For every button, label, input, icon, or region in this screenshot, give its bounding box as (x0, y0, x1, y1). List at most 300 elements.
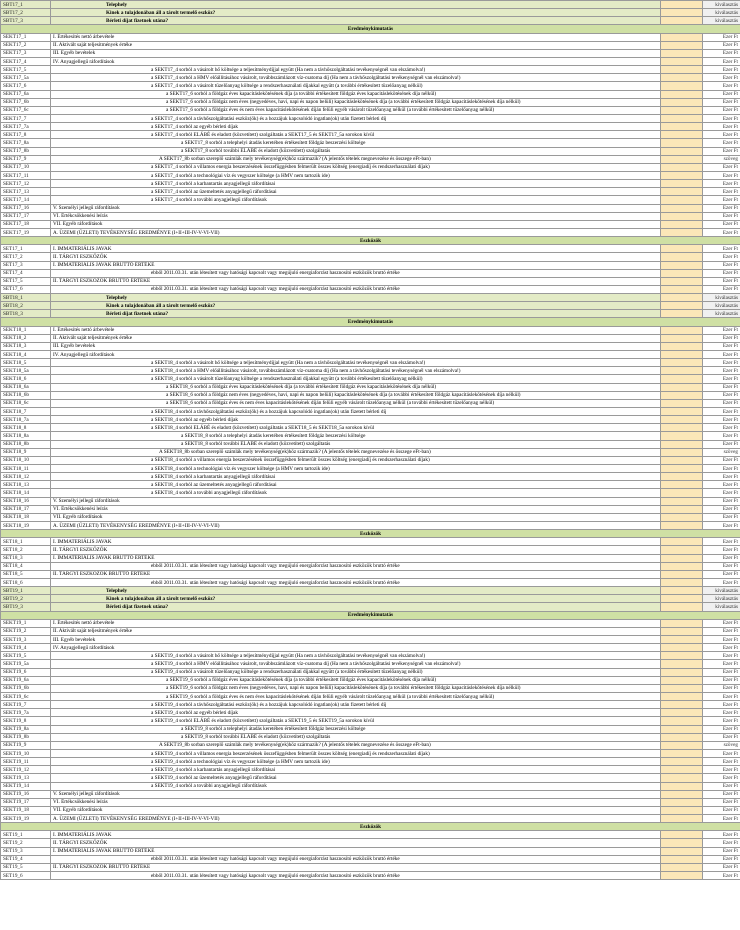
table-row (1, 261, 740, 269)
value-input[interactable] (661, 294, 703, 302)
row-code: SET18_3 (1, 554, 51, 562)
table-row (1, 155, 740, 163)
row-description: Kinek a tulajdonában áll a tárolt termelő eszköz? (51, 9, 661, 17)
value-input[interactable] (661, 855, 703, 863)
value-input[interactable] (661, 660, 703, 668)
table-row (1, 74, 740, 82)
row-unit: Ezer Ft (703, 465, 740, 473)
row-unit: Ezer Ft (703, 749, 740, 757)
row-code: SEKT18_16 (1, 497, 51, 505)
row-unit: Ezer Ft (703, 351, 740, 359)
value-input[interactable] (661, 253, 703, 261)
row-unit: Ezer Ft (703, 546, 740, 554)
row-code: SET18_4 (1, 562, 51, 570)
row-description: IV. Anyagjellegű ráfordítások (51, 644, 661, 652)
table-row (1, 285, 740, 293)
row-unit: Ezer Ft (703, 806, 740, 814)
value-input[interactable] (661, 448, 703, 456)
row-unit: Ezer Ft (703, 188, 740, 196)
value-input[interactable] (661, 351, 703, 359)
table-row (1, 497, 740, 505)
value-input[interactable] (661, 766, 703, 774)
table-row (1, 481, 740, 489)
row-description: a SEKT18_6 sorból a földgáz éves kapacitáslekötésének díja (a további értékesített földgáz éves kapacitáslekötésének díja nélkül) (51, 383, 661, 391)
value-input[interactable] (661, 66, 703, 74)
value-input[interactable] (661, 399, 703, 407)
value-input[interactable] (661, 701, 703, 709)
row-code: SET17_5 (1, 277, 51, 285)
value-input[interactable] (661, 114, 703, 122)
row-unit: Ezer Ft (703, 766, 740, 774)
value-input[interactable] (661, 489, 703, 497)
value-input[interactable] (661, 375, 703, 383)
value-input[interactable] (661, 163, 703, 171)
row-unit: Ezer Ft (703, 652, 740, 660)
table-row (1, 188, 740, 196)
value-input[interactable] (661, 220, 703, 228)
row-code: SBT19_3 (1, 603, 51, 611)
row-unit: kiválasztás (703, 9, 740, 17)
value-input[interactable] (661, 749, 703, 757)
row-unit: Ezer Ft (703, 619, 740, 627)
row-unit: Ezer Ft (703, 375, 740, 383)
row-description: IV. Anyagjellegű ráfordítások (51, 351, 661, 359)
row-unit: Ezer Ft (703, 212, 740, 220)
row-code: SEKT17_6b (1, 98, 51, 106)
table-row (1, 123, 740, 131)
row-description: V. Személyi jellegű ráfordítások (51, 497, 661, 505)
selection-row (1, 302, 740, 310)
selection-row (1, 17, 740, 25)
row-description: a SEKT17_4 sorból az egyéb bérleti díjak (51, 123, 661, 131)
value-input[interactable] (661, 342, 703, 350)
value-input[interactable] (661, 139, 703, 147)
value-input[interactable] (661, 473, 703, 481)
value-input[interactable] (661, 416, 703, 424)
row-code: SEKT17_13 (1, 188, 51, 196)
section-header (1, 530, 740, 538)
table-row (1, 717, 740, 725)
row-unit: Ezer Ft (703, 359, 740, 367)
row-code: SEKT17_19 (1, 228, 51, 236)
table-row (1, 147, 740, 155)
value-input[interactable] (661, 33, 703, 41)
row-code: SEKT19_7 (1, 701, 51, 709)
row-description: a SEKT19_4 sorból ELÁBÉ és eladott (közvetített) szolgáltatás a SEKT19_5 és SEKT19_5a sorokon kívül (51, 717, 661, 725)
row-description: I. IMMATERIÁLIS JAVAK (51, 538, 661, 546)
value-input[interactable] (661, 538, 703, 546)
value-input[interactable] (661, 123, 703, 131)
row-unit: Ezer Ft (703, 220, 740, 228)
row-code: SEKT18_17 (1, 505, 51, 513)
row-code: SBT19_1 (1, 587, 51, 595)
value-input[interactable] (661, 806, 703, 814)
value-input[interactable] (661, 326, 703, 334)
row-description: ebből 2011.03.31. után létesített vagy hatósági kapcsolt vagy megújuló energiaforrást hasznosító eszközök bruttó értéke (51, 562, 661, 570)
row-description: ebből 2011.03.31. után létesített vagy hatósági kapcsolt vagy megújuló energiaforrást hasznosító eszközök bruttó értéke (51, 578, 661, 586)
row-unit: Ezer Ft (703, 440, 740, 448)
row-unit: Ezer Ft (703, 49, 740, 57)
value-input[interactable] (661, 408, 703, 416)
row-unit: szöveg (703, 741, 740, 749)
row-description: a SEKT17_8 sorból további ELÁBÉ és eladott (közvetített) szolgáltatás (51, 147, 661, 155)
value-input[interactable] (661, 98, 703, 106)
row-description: a SEKT19_4 sorból a vásárolt hő költsége a teljesítménydíjjal együtt (Ha nem a távhőszolgáltatási tevékenységnél van elszámolva!) (51, 652, 661, 660)
row-description: a SEKT19_6 sorból a földgáz nem éves (negyedéves, havi, napi és napon belüli) kapacitáslekötésének díja (a további értékesített földgáz kapacitáslekötésének díja nélkül) (51, 684, 661, 692)
table-row (1, 253, 740, 261)
value-input[interactable] (661, 619, 703, 627)
row-unit: Ezer Ft (703, 245, 740, 253)
value-input[interactable] (661, 1, 703, 9)
value-input[interactable] (661, 587, 703, 595)
table-row (1, 342, 740, 350)
row-code: SEKT19_2 (1, 627, 51, 635)
row-description: I. Értékesítés nettó árbevétele (51, 33, 661, 41)
table-row (1, 432, 740, 440)
row-unit: Ezer Ft (703, 123, 740, 131)
row-description: a SEKT18_4 sorból az egyéb bérleti díjak (51, 416, 661, 424)
value-input[interactable] (661, 180, 703, 188)
row-code: SEKT19_14 (1, 782, 51, 790)
row-unit: Ezer Ft (703, 782, 740, 790)
value-input[interactable] (661, 692, 703, 700)
table-row (1, 269, 740, 277)
row-unit: Ezer Ft (703, 98, 740, 106)
value-input[interactable] (661, 245, 703, 253)
table-row (1, 448, 740, 456)
value-input[interactable] (661, 872, 703, 880)
row-code: SET19_1 (1, 831, 51, 839)
row-code: SEKT17_2 (1, 41, 51, 49)
value-input[interactable] (661, 82, 703, 90)
value-input[interactable] (661, 155, 703, 163)
value-input[interactable] (661, 562, 703, 570)
row-unit: Ezer Ft (703, 668, 740, 676)
row-unit: Ezer Ft (703, 725, 740, 733)
value-input[interactable] (661, 497, 703, 505)
row-description: a SEKT17_8 sorból a telephelyi átadás keretében értékesített földgáz beszerzési költsége (51, 139, 661, 147)
value-input[interactable] (661, 863, 703, 871)
value-input[interactable] (661, 790, 703, 798)
value-input[interactable] (661, 733, 703, 741)
row-description: A. ÜZEMI (ÜZLETI) TEVÉKENYSÉG EREDMÉNYE (I+II+III-IV-V-VI-VII) (51, 228, 661, 236)
row-unit: Ezer Ft (703, 114, 740, 122)
row-code: SET18_2 (1, 546, 51, 554)
value-input[interactable] (661, 725, 703, 733)
value-input[interactable] (661, 684, 703, 692)
selection-row (1, 310, 740, 318)
row-code: SEKT17_7a (1, 123, 51, 131)
row-code: SEKT18_7a (1, 416, 51, 424)
row-code: SET17_2 (1, 253, 51, 261)
value-input[interactable] (661, 758, 703, 766)
value-input[interactable] (661, 456, 703, 464)
row-description: Bérleti díjat fizetnek utána? (51, 310, 661, 318)
table-row (1, 562, 740, 570)
table-row (1, 375, 740, 383)
row-code: SEKT17_8 (1, 131, 51, 139)
value-input[interactable] (661, 603, 703, 611)
row-code: SEKT17_5 (1, 66, 51, 74)
value-input[interactable] (661, 228, 703, 236)
value-input[interactable] (661, 668, 703, 676)
row-description: Bérleti díjat fizetnek utána? (51, 17, 661, 25)
value-input[interactable] (661, 570, 703, 578)
table-row (1, 399, 740, 407)
value-input[interactable] (661, 188, 703, 196)
value-input[interactable] (661, 513, 703, 521)
row-description: a SEKT17_4 sorból a vásárolt tüzelőanyag költsége a rendszerhasználati díjakkal együtt (a további értékesített tüzelőanyag nélkül) (51, 82, 661, 90)
value-input[interactable] (661, 334, 703, 342)
row-code: SET19_6 (1, 872, 51, 880)
table-row (1, 652, 740, 660)
value-input[interactable] (661, 261, 703, 269)
table-row (1, 538, 740, 546)
table-row (1, 351, 740, 359)
row-description: II. Aktivált saját teljesítmények értéke (51, 41, 661, 49)
row-description: a SEKT18_6 sorból a földgáz éves és nem éves kapacitáslekötésének díján felüli egyéb vásárolt tüzelőanyag nélkül (a további értékesített tüzelőanyag nélkül) (51, 399, 661, 407)
row-description: I. IMMATERIÁLIS JAVAK (51, 831, 661, 839)
value-input[interactable] (661, 269, 703, 277)
value-input[interactable] (661, 147, 703, 155)
section-title: Eredménykimutatás (1, 611, 740, 619)
table-row (1, 546, 740, 554)
value-input[interactable] (661, 440, 703, 448)
row-code: SBT17_1 (1, 1, 51, 9)
row-unit: Ezer Ft (703, 627, 740, 635)
table-body (1, 1, 740, 880)
value-input[interactable] (661, 774, 703, 782)
value-input[interactable] (661, 839, 703, 847)
value-input[interactable] (661, 652, 703, 660)
row-code: SEKT17_6a (1, 90, 51, 98)
value-input[interactable] (661, 815, 703, 823)
selection-row (1, 595, 740, 603)
row-code: SEKT18_11 (1, 465, 51, 473)
value-input[interactable] (661, 481, 703, 489)
value-input[interactable] (661, 57, 703, 65)
value-input[interactable] (661, 302, 703, 310)
value-input[interactable] (661, 310, 703, 318)
table-row (1, 383, 740, 391)
value-input[interactable] (661, 74, 703, 82)
value-input[interactable] (661, 676, 703, 684)
row-unit: Ezer Ft (703, 326, 740, 334)
value-input[interactable] (661, 49, 703, 57)
row-description: IV. Anyagjellegű ráfordítások (51, 57, 661, 65)
value-input[interactable] (661, 709, 703, 717)
row-code: SEKT19_10 (1, 749, 51, 757)
row-code: SET17_6 (1, 285, 51, 293)
value-input[interactable] (661, 635, 703, 643)
table-row (1, 367, 740, 375)
row-code: SET19_4 (1, 855, 51, 863)
row-code: SEKT18_12 (1, 473, 51, 481)
value-input[interactable] (661, 782, 703, 790)
section-header (1, 237, 740, 245)
row-unit: Ezer Ft (703, 171, 740, 179)
table-row (1, 131, 740, 139)
row-description: VII. Egyéb ráfordítások (51, 806, 661, 814)
row-unit: Ezer Ft (703, 758, 740, 766)
table-row (1, 440, 740, 448)
value-input[interactable] (661, 204, 703, 212)
row-description: a SEKT17_4 sorból az üzemeltetés anyagjellegű ráfordításai (51, 188, 661, 196)
value-input[interactable] (661, 798, 703, 806)
row-unit: Ezer Ft (703, 733, 740, 741)
row-unit: kiválasztás (703, 1, 740, 9)
table-row (1, 473, 740, 481)
value-input[interactable] (661, 595, 703, 603)
value-input[interactable] (661, 578, 703, 586)
value-input[interactable] (661, 9, 703, 17)
value-input[interactable] (661, 131, 703, 139)
row-unit: Ezer Ft (703, 456, 740, 464)
row-code: SEKT18_5a (1, 367, 51, 375)
row-unit: Ezer Ft (703, 74, 740, 82)
row-code: SEKT18_5 (1, 359, 51, 367)
row-code: SEKT18_18 (1, 513, 51, 521)
row-unit: Ezer Ft (703, 692, 740, 700)
row-description: VI. Értékcsökkenési leírás (51, 212, 661, 220)
row-description: a SEKT18_4 sorból a vásárolt tüzelőanyag költsége a rendszerhasználati díjakkal együtt (a további értékesített tüzelőanyag nélkül) (51, 375, 661, 383)
value-input[interactable] (661, 465, 703, 473)
table-row (1, 196, 740, 204)
value-input[interactable] (661, 277, 703, 285)
row-code: SET17_1 (1, 245, 51, 253)
row-code: SEKT17_9 (1, 155, 51, 163)
row-code: SEKT17_8b (1, 147, 51, 155)
value-input[interactable] (661, 41, 703, 49)
row-description: a SEKT19_4 sorból a villamos energia beszerzésének összefüggésben felmerült összes költség (energiadíj és rendszerhasználati díjak) (51, 749, 661, 757)
row-code: SEKT17_4 (1, 57, 51, 65)
row-unit: Ezer Ft (703, 513, 740, 521)
row-description: a SEKT18_4 sorból a villamos energia beszerzésének összefüggésben felmerült összes költség (energiadíj és rendszerhasználati díjak) (51, 456, 661, 464)
value-input[interactable] (661, 546, 703, 554)
row-code: SEKT19_7a (1, 709, 51, 717)
table-row (1, 416, 740, 424)
table-row (1, 505, 740, 513)
row-description: a SEKT19_4 sorból a vásárolt tüzelőanyag költsége a rendszerhasználati díjakkal együtt (a további értékesített tüzelőanyag nélkül) (51, 668, 661, 676)
section-header (1, 611, 740, 619)
row-description: III. Egyéb bevételek (51, 342, 661, 350)
value-input[interactable] (661, 424, 703, 432)
row-unit: Ezer Ft (703, 505, 740, 513)
row-code: SEKT18_2 (1, 334, 51, 342)
table-row (1, 790, 740, 798)
table-row (1, 98, 740, 106)
value-input[interactable] (661, 171, 703, 179)
row-description: A. ÜZEMI (ÜZLETI) TEVÉKENYSÉG EREDMÉNYE (I+II+III-IV-V-VI-VII) (51, 522, 661, 530)
table-row (1, 847, 740, 855)
row-description: a SEKT19_4 sorból a HMV előállításához vásárolt, továbbszámlázott víz-csatorna díj (Ha nem a távhőszolgáltatási tevékenységnél van elszámolva!) (51, 660, 661, 668)
row-unit: Ezer Ft (703, 82, 740, 90)
table-row (1, 334, 740, 342)
value-input[interactable] (661, 212, 703, 220)
row-description: II. Aktivált saját teljesítmények értéke (51, 627, 661, 635)
value-input[interactable] (661, 359, 703, 367)
row-unit: Ezer Ft (703, 538, 740, 546)
table-row (1, 619, 740, 627)
row-unit: Ezer Ft (703, 33, 740, 41)
table-row (1, 359, 740, 367)
row-description: A SEKT17_8b sorban szereplő számlák mely tevékenység(ek)höz származik? (A jelentős tételek megnevezése és összege eFt-ban) (51, 155, 661, 163)
value-input[interactable] (661, 391, 703, 399)
row-description: Telephely (51, 294, 661, 302)
row-unit: Ezer Ft (703, 277, 740, 285)
row-code: SBT18_3 (1, 310, 51, 318)
row-code: SET19_3 (1, 847, 51, 855)
row-unit: Ezer Ft (703, 367, 740, 375)
table-row (1, 522, 740, 530)
value-input[interactable] (661, 17, 703, 25)
table-row (1, 90, 740, 98)
row-code: SEKT18_6 (1, 375, 51, 383)
value-input[interactable] (661, 644, 703, 652)
value-input[interactable] (661, 717, 703, 725)
row-unit: Ezer Ft (703, 424, 740, 432)
row-code: SEKT17_12 (1, 180, 51, 188)
row-code: SEKT19_4 (1, 644, 51, 652)
table-row (1, 798, 740, 806)
row-code: SEKT18_8b (1, 440, 51, 448)
row-description: a SEKT19_6 sorból a földgáz éves és nem éves kapacitáslekötésének díján felüli egyéb vásárolt tüzelőanyag nélkül (a további értékesített tüzelőanyag nélkül) (51, 692, 661, 700)
row-unit: Ezer Ft (703, 831, 740, 839)
value-input[interactable] (661, 367, 703, 375)
value-input[interactable] (661, 106, 703, 114)
value-input[interactable] (661, 505, 703, 513)
row-description: a SEKT17_4 sorból a villamos energia beszerzésének összefüggésben felmerült összes költség (energiadíj és rendszerhasználati díjak) (51, 163, 661, 171)
value-input[interactable] (661, 196, 703, 204)
table-row (1, 872, 740, 880)
value-input[interactable] (661, 432, 703, 440)
row-code: SEKT18_6a (1, 383, 51, 391)
table-row (1, 733, 740, 741)
row-unit: Ezer Ft (703, 253, 740, 261)
table-row (1, 660, 740, 668)
value-input[interactable] (661, 522, 703, 530)
value-input[interactable] (661, 285, 703, 293)
value-input[interactable] (661, 90, 703, 98)
row-description: ebből 2011.03.31. után létesített vagy hatósági kapcsolt vagy megújuló energiaforrást hasznosító eszközök bruttó értéke (51, 872, 661, 880)
table-row (1, 831, 740, 839)
table-row (1, 774, 740, 782)
row-unit: Ezer Ft (703, 399, 740, 407)
section-title: Eredménykimutatás (1, 318, 740, 326)
value-input[interactable] (661, 383, 703, 391)
row-unit: Ezer Ft (703, 863, 740, 871)
table-row (1, 692, 740, 700)
table-row (1, 220, 740, 228)
value-input[interactable] (661, 831, 703, 839)
value-input[interactable] (661, 847, 703, 855)
row-description: a SEKT17_4 sorból a karbantartás anyagjellegű ráfordításai (51, 180, 661, 188)
row-code: SEKT19_5 (1, 652, 51, 660)
row-code: SEKT19_16 (1, 790, 51, 798)
value-input[interactable] (661, 741, 703, 749)
row-unit: Ezer Ft (703, 815, 740, 823)
row-unit: Ezer Ft (703, 709, 740, 717)
value-input[interactable] (661, 554, 703, 562)
row-code: SEKT17_11 (1, 171, 51, 179)
row-description: III. Egyéb bevételek (51, 49, 661, 57)
table-row (1, 554, 740, 562)
row-unit: Ezer Ft (703, 147, 740, 155)
row-unit: Ezer Ft (703, 196, 740, 204)
value-input[interactable] (661, 627, 703, 635)
row-description: A SEKT19_8b sorban szereplő számlák mely tevékenység(ek)höz származik? (A jelentős tételek megnevezése és összege eFt-ban) (51, 741, 661, 749)
row-unit: Ezer Ft (703, 228, 740, 236)
